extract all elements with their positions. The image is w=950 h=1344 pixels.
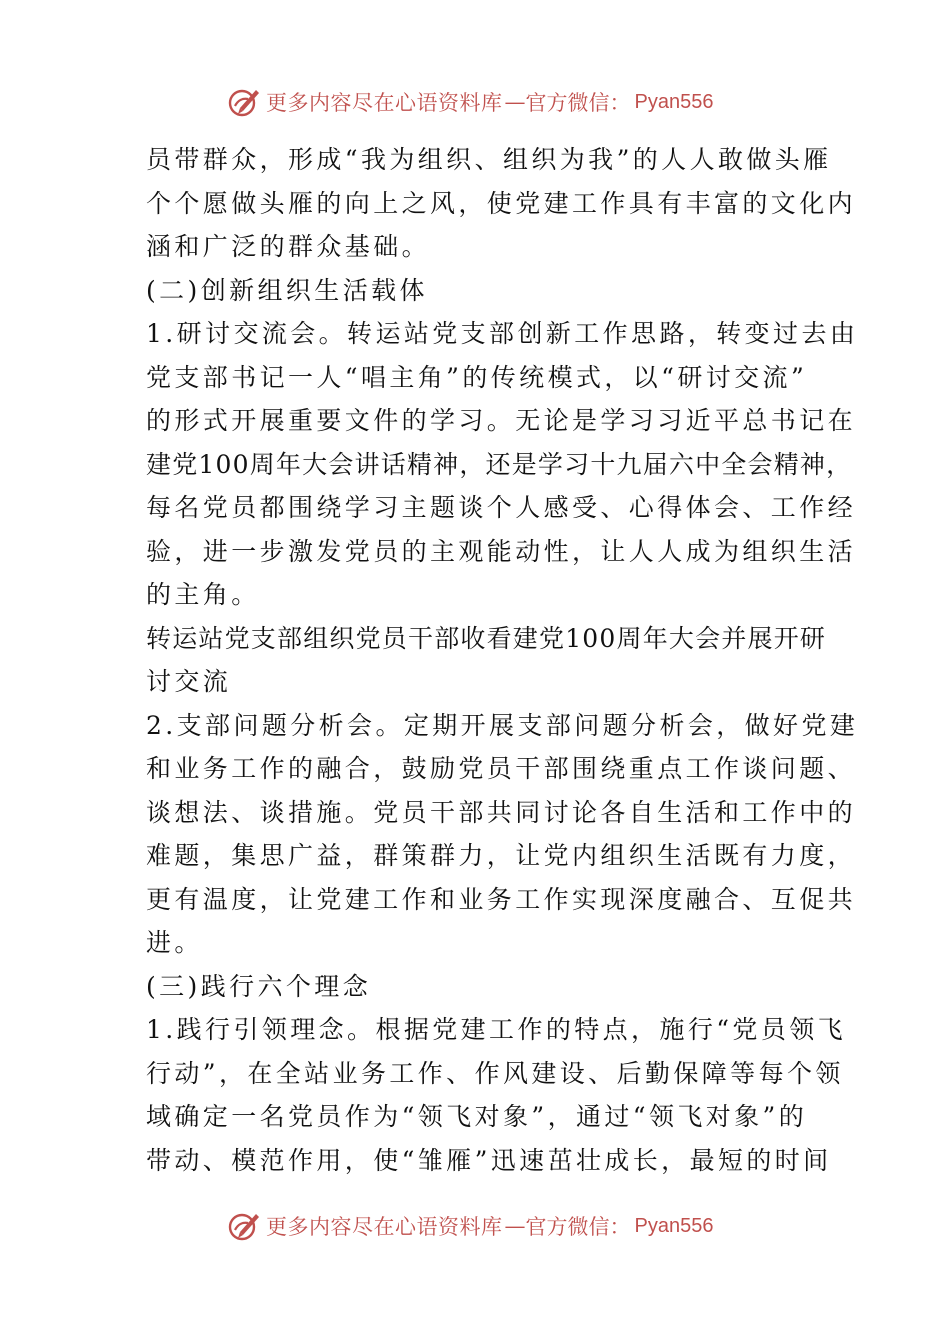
text-line: 难题，集思广益，群策群力，让党内组织生活既有力度， [146,841,857,870]
text-line: 进。 [146,928,203,957]
text-line: 域确定一名党员作为“领飞对象”，通过“领飞对象”的 [146,1102,808,1131]
footer-brand-text: 更多内容尽在心语资料库 [266,1215,503,1239]
header-banner [226,82,746,122]
body-text [146,138,859,1182]
header-brand-text: 更多内容尽在心语资料库 [266,91,503,115]
text-line: 和业务工作的融合，鼓励党员干部围绕重点工作谈问题、 [146,754,857,783]
text-line: 1.践行引领理念。根据党建工作的特点，施行“党员领飞 [146,1015,847,1044]
pen-logo-icon [226,1208,262,1244]
text-line: 涵和广泛的群众基础。 [146,232,431,261]
header-separator: — [504,90,524,114]
text-line: 更有温度，让党建工作和业务工作实现深度融合、互促共 [146,884,857,914]
text-line: 2.支部问题分析会。定期开展支部问题分析会，做好党建 [146,710,859,740]
pen-logo-icon [226,84,262,120]
text-line: 建党100周年大会讲话精神，还是学习十九届六中全会精神， [146,449,853,479]
text-line: 每名党员都围绕学习主题谈个人感受、心得体会、工作经 [146,493,857,522]
text-line: 党支部书记一人“唱主角”的传统模式，以“研讨交流” [146,362,808,392]
text-line: 转运站党支部组织党员干部收看建党100周年大会并展开研 [146,623,827,653]
header-wechat-id: Pyan556 [634,90,714,113]
section-heading: (三)践行六个理念 [146,971,372,1001]
text-line: 谈想法、谈措施。党员干部共同讨论各自生活和工作中的 [146,797,857,827]
text-line: 的形式开展重要文件的学习。无论是学习习近平总书记在 [146,406,857,435]
section-heading: (二)创新组织生活载体 [146,275,428,305]
text-line: 带动、模范作用，使“雏雁”迅速茁壮成长，最短的时间 [146,1145,832,1175]
footer-banner [226,1206,746,1246]
footer-wechat-label: 官方微信： [525,1215,631,1239]
footer-wechat-id: Pyan556 [634,1214,714,1237]
text-line: 1.研讨交流会。转运站党支部创新工作思路，转变过去由 [146,319,859,348]
text-line: 员带群众，形成“我为组织、组织为我”的人人敢做头雁 [146,145,832,174]
text-line: 的主角。 [146,580,260,609]
text-line: 讨交流 [146,667,232,696]
footer-separator: — [504,1214,524,1238]
header-wechat-label: 官方微信： [525,91,631,115]
text-line: 行动”，在全站业务工作、作风建设、后勤保障等每个领 [146,1058,844,1088]
text-line: 个个愿做头雁的向上之风，使党建工作具有丰富的文化内 [146,188,857,218]
text-line: 验，进一步激发党员的主观能动性，让人人成为组织生活 [146,536,857,566]
